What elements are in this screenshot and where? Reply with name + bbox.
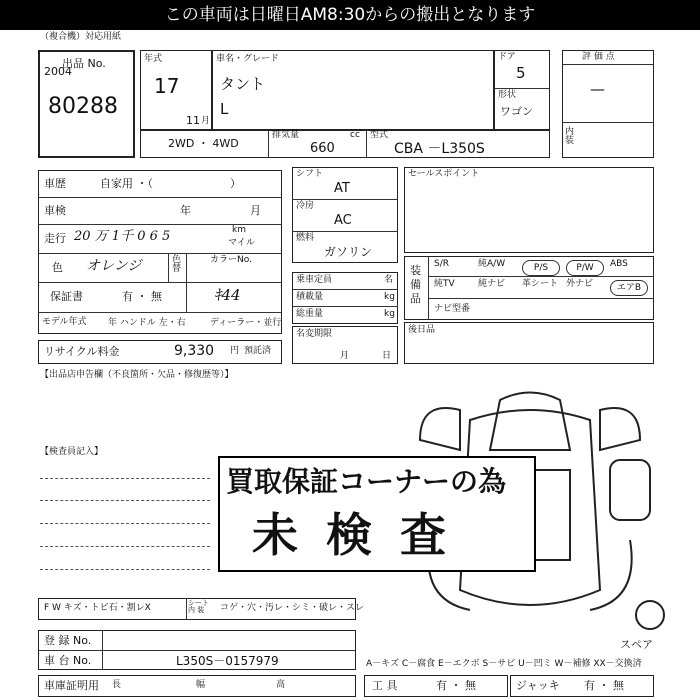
- shift-value: AT: [334, 181, 350, 196]
- mileage-unit-km: km: [232, 225, 246, 235]
- detail-table: [38, 170, 282, 334]
- history-label: 車歴: [44, 177, 66, 190]
- ac-label: 冷房: [296, 201, 315, 211]
- name-change-month: 月: [340, 351, 350, 361]
- chassis-value: L350S－0157979: [176, 654, 279, 668]
- color-label: 色: [52, 261, 63, 274]
- equipment-item: P/S: [522, 260, 560, 276]
- car-grade-value: L: [220, 100, 229, 118]
- registration-label: 登 録 No.: [44, 634, 92, 647]
- chassis-label: 車 台 No.: [44, 654, 92, 667]
- doors-label: ドア: [498, 52, 516, 62]
- load-label: 積載量: [296, 292, 324, 302]
- load-unit: kg: [384, 292, 395, 302]
- color-change-label: 色替: [172, 255, 182, 274]
- model-row-dealer: ディーラー・並行: [210, 318, 282, 328]
- cert-length: 長: [112, 680, 122, 690]
- weight-unit: kg: [384, 309, 395, 319]
- lot-label: 出品 No.: [62, 57, 106, 70]
- stamp-line-1: 買取保証コーナーの為: [226, 465, 507, 498]
- seat-row-text: コゲ・穴・汚レ・シミ・破レ・スレ: [220, 603, 365, 613]
- weight-label: 総重量: [296, 309, 324, 319]
- recycle-value: 9,330: [174, 343, 215, 359]
- form-header: （複合機）対応用紙: [40, 32, 122, 42]
- inspector-label: 【検査員記入】: [40, 447, 104, 457]
- fuel-value: ガソリン: [324, 245, 373, 259]
- history-value: 自家用 ・（ ）: [100, 177, 241, 190]
- color-value: オレンジ: [86, 258, 142, 274]
- after-item-box: [404, 322, 654, 364]
- mileage-unit-mile: マイル: [228, 238, 255, 248]
- equipment-item: 純A/W: [478, 259, 506, 269]
- shaken-label: 車検: [44, 204, 66, 217]
- fuel-label: 燃料: [296, 233, 315, 243]
- tools-value: 有 ・ 無: [436, 679, 476, 692]
- evaluation-label: 評 価 点: [582, 52, 615, 62]
- body-type-label: 形状: [498, 90, 517, 100]
- name-change-day: 日: [382, 351, 392, 361]
- equipment-item: 革シート: [522, 279, 559, 289]
- fw-row-text: F W キズ・トビ石・割レX: [44, 603, 151, 613]
- name-change-label: 名変期限: [296, 329, 333, 339]
- model-code-label: 型式: [370, 130, 389, 140]
- mileage-value: 20 万 1千 0 6 5: [74, 229, 171, 244]
- shift-label: シフト: [296, 169, 324, 179]
- sales-point-label: セールスポイント: [408, 169, 480, 179]
- equipment-item: ABS: [610, 259, 628, 269]
- seller-notes: 【出品店申告欄（不良箇所・欠品・修復歴等）】: [40, 370, 234, 380]
- model-year-value: 17: [154, 74, 180, 98]
- evaluation-value: —: [590, 80, 605, 98]
- equipment-item: P/W: [566, 260, 604, 276]
- model-row-handle: 年 ハンドル 左・右: [108, 318, 186, 328]
- equipment-item: 純ナビ: [478, 279, 506, 289]
- tools-label: 工 具: [372, 679, 398, 692]
- equipment-label: 装備品: [410, 264, 421, 305]
- cert-width: 幅: [196, 680, 206, 690]
- equipment-item: 純TV: [434, 279, 455, 289]
- seat-row-label: シート内 装: [188, 599, 209, 614]
- model-row-label: モデル年式: [42, 317, 87, 327]
- color-no-label: カラーNo.: [210, 255, 252, 265]
- equipment-item: S/R: [434, 259, 449, 269]
- recycle-label: リサイクル料金: [44, 345, 120, 358]
- model-code-value: CBA －L350S: [394, 141, 485, 157]
- cert-height: 高: [276, 680, 286, 690]
- shaken-year: 年: [180, 204, 191, 217]
- legend: A－キズ C－腐食 E－エクボ S－サビ U－凹ミ W－補修 XX－交換済: [366, 659, 642, 669]
- warranty-label: 保証書: [50, 290, 83, 303]
- model-month-unit: 月: [201, 116, 211, 126]
- jack-label: ジャッキ: [516, 679, 560, 692]
- mileage-label: 走行: [44, 232, 66, 245]
- warranty-value: 有 ・ 無: [122, 290, 162, 303]
- body-type-value: ワゴン: [500, 105, 533, 118]
- recycle-note: 預託済: [244, 346, 272, 356]
- spare-label: スペア: [620, 638, 653, 651]
- lot-year: 2004: [44, 65, 72, 78]
- drive-value: 2WD ・ 4WD: [168, 137, 239, 150]
- recycle-unit: 円: [230, 346, 240, 356]
- stamp-line-2: 未 検 査: [252, 508, 453, 562]
- cert-label: 車庫証明用: [44, 679, 99, 692]
- displacement-unit: cc: [350, 130, 360, 140]
- displacement-label: 排気量: [272, 130, 300, 140]
- equipment-item: 外ナビ: [566, 279, 594, 289]
- banner-text: この車両は日曜日AM8:30からの搬出となります: [164, 5, 536, 25]
- nav-model-label: ナビ型番: [434, 304, 471, 314]
- sign-mark: ｷ44: [214, 286, 241, 304]
- capacity-label: 乗車定員: [296, 275, 333, 285]
- model-year-label: 年式: [144, 54, 163, 64]
- capacity-unit: 名: [384, 275, 394, 285]
- shaken-month: 月: [250, 204, 261, 217]
- model-month-value: 11: [186, 114, 200, 127]
- jack-value: 有 ・ 無: [584, 679, 624, 692]
- after-item-label: 後日品: [408, 325, 436, 335]
- lot-number: 80288: [48, 94, 118, 119]
- car-name-label: 車名・グレード: [216, 54, 280, 64]
- car-name-value: タント: [220, 75, 266, 93]
- interior-label: 内装: [565, 127, 575, 146]
- sales-point-box: [404, 167, 654, 253]
- doors-value: 5: [516, 64, 526, 82]
- ac-value: AC: [334, 213, 352, 228]
- equipment-item: エアB: [610, 280, 648, 296]
- displacement-value: 660: [310, 141, 335, 156]
